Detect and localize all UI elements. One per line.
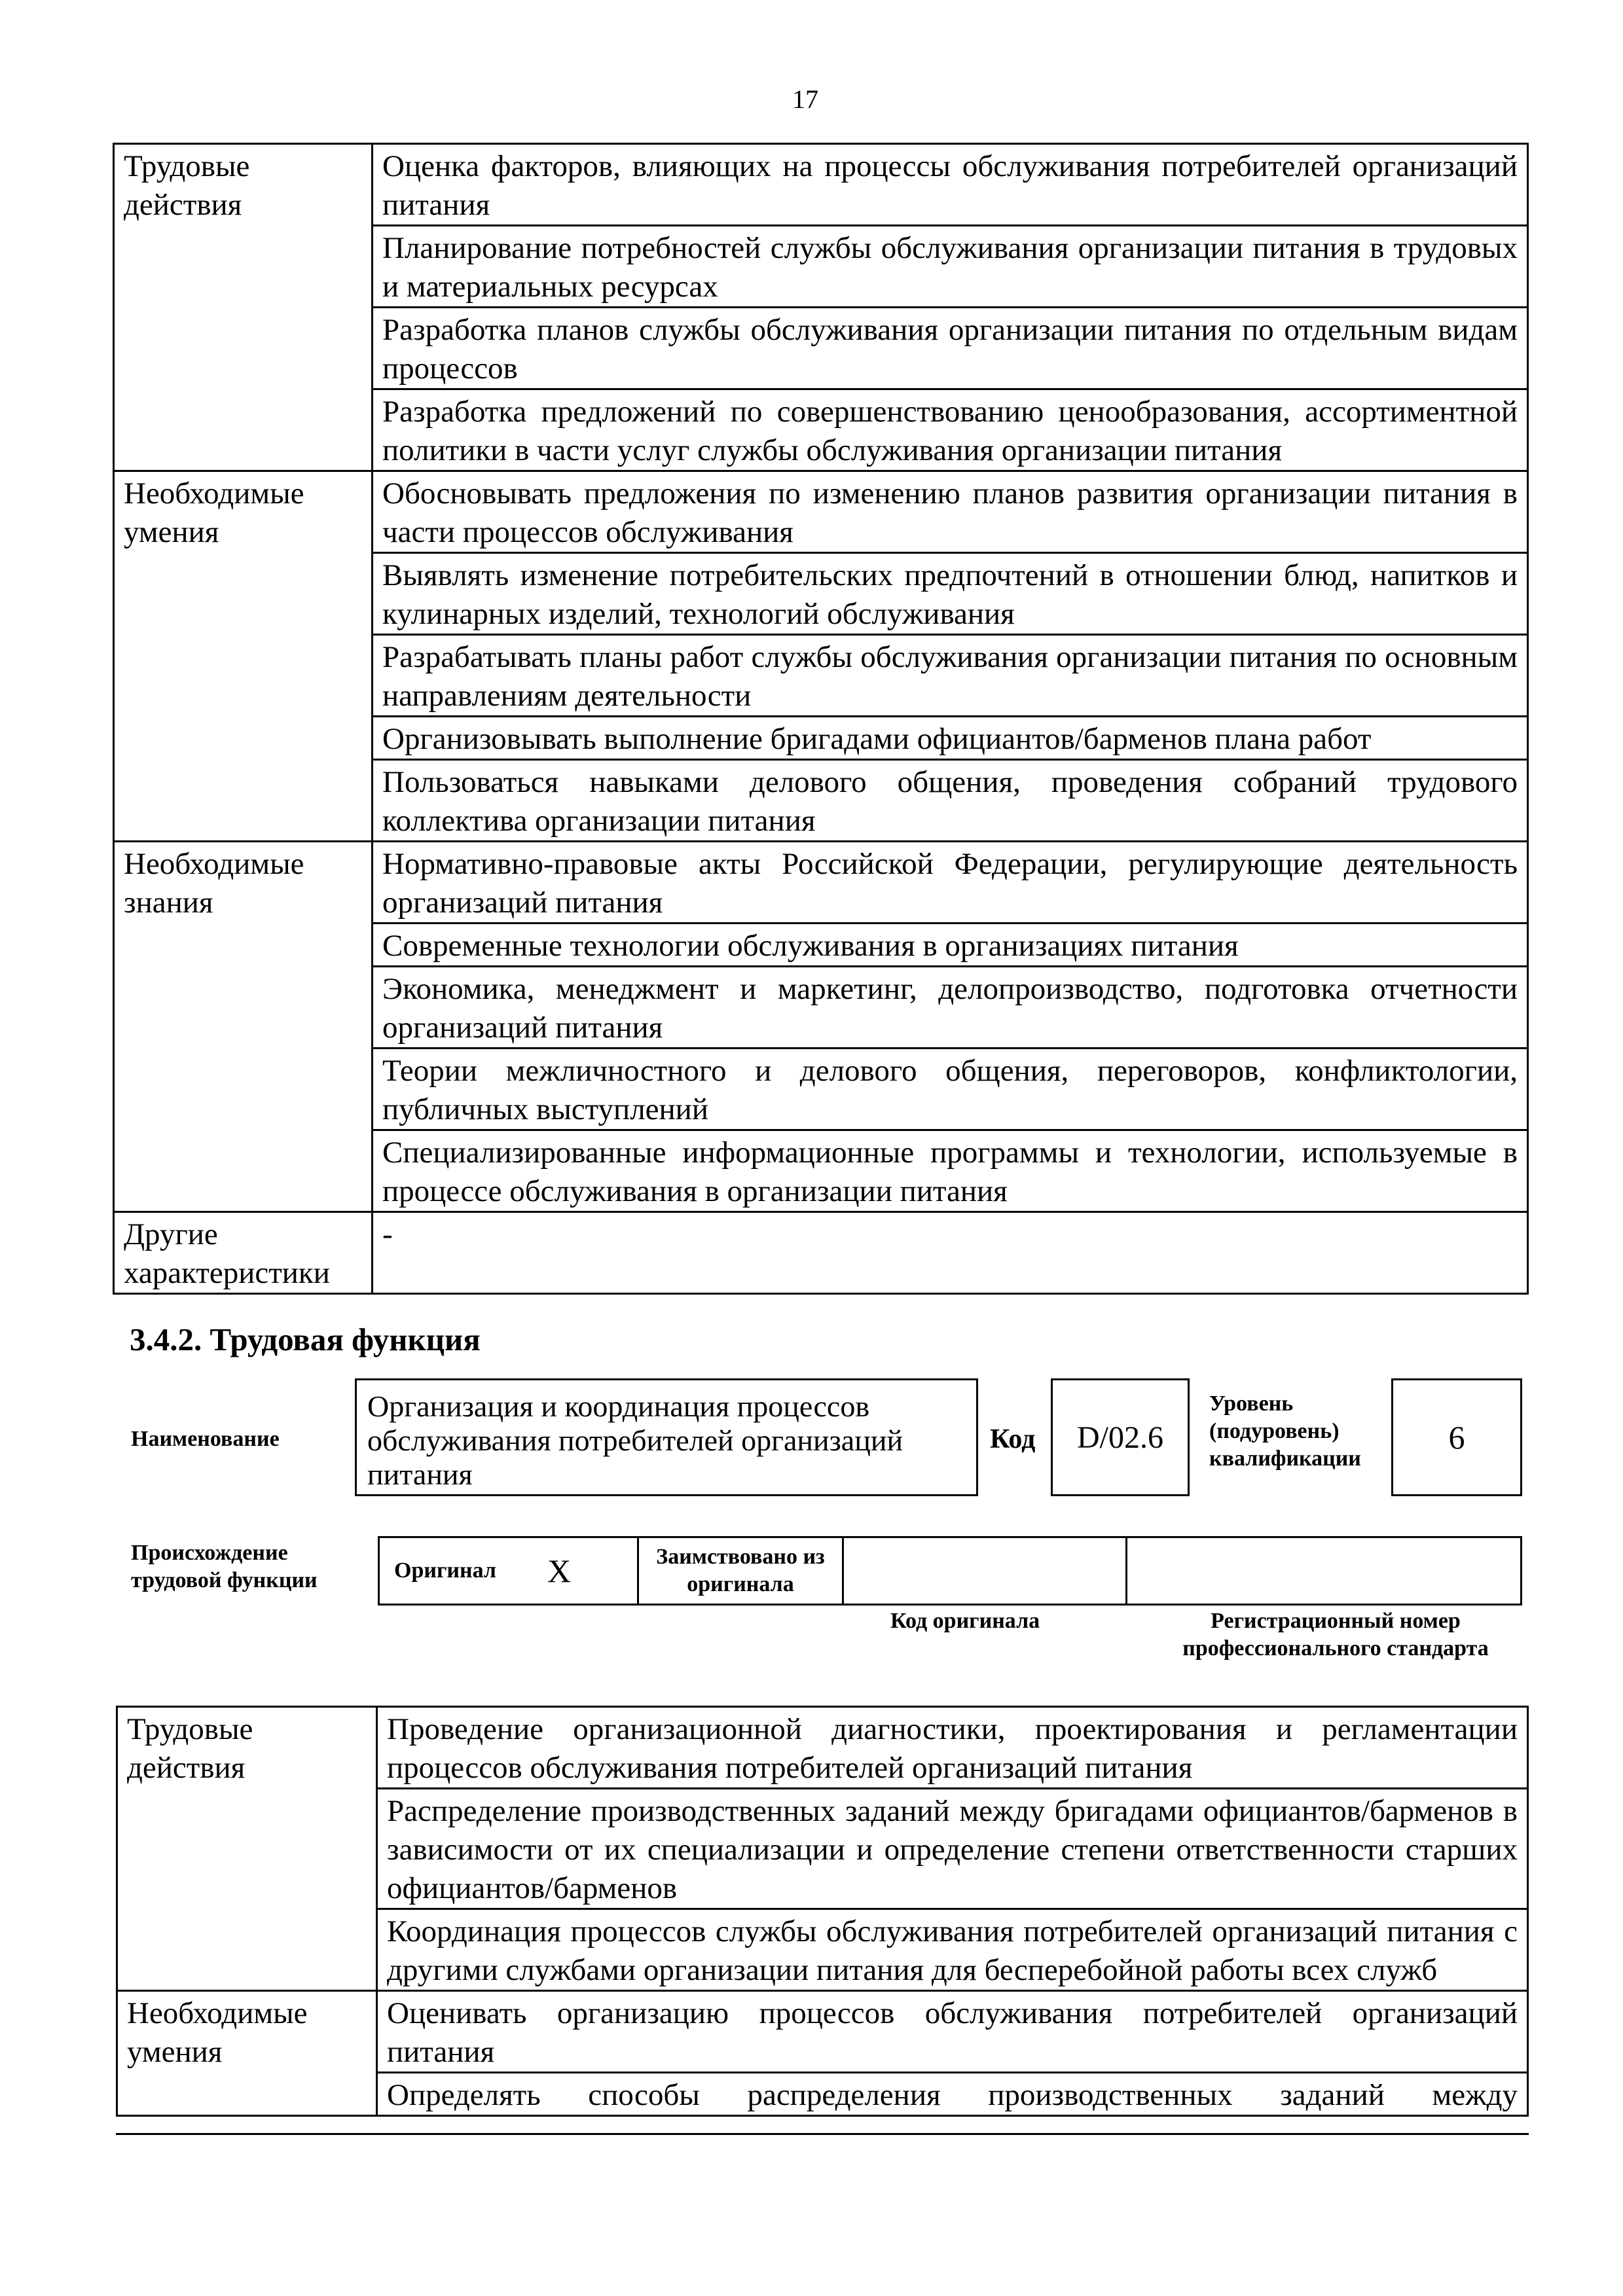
row-text: Оценивать организацию процессов обслуживания потребителей организаций питания [377,1991,1528,2073]
table-row [117,1991,1528,2073]
row-text: Специализированные информационные программы и технологии, используемые в процессе обслуживания в организации питания [373,1130,1528,1212]
table-row [114,144,1528,226]
section-heading: 3.4.2. Трудовая функция [130,1321,481,1357]
level-label: Уровень (подуровень) квалификации [1209,1391,1361,1471]
page-number: 17 [792,84,818,114]
origin-label: Происхождение трудовой функции [131,1541,318,1592]
row-text: Обосновывать предложения по изменению планов развития организации питания в части процессов обслуживания [373,471,1528,553]
reg-caption: Регистрационный номер профессионального стандарта [1182,1609,1489,1660]
original-mark: X [547,1552,572,1589]
function-name-box: Организация и координация процессов обслуживания потребителей организаций питания [355,1378,978,1496]
row-text: Организовывать выполнение бригадами официантов/барменов плана работ [373,717,1528,760]
row-label: Необходимые знания [114,842,373,1212]
table-row [117,1707,1528,1789]
row-text: Теории межличностного и делового общения, переговоров, конфликтологии, публичных выступлений [373,1049,1528,1130]
row-text: Проведение организационной диагностики, проектирования и регламентации процессов обслуживания потребителей организаций питания [377,1707,1528,1789]
origin-original-cell [379,1537,638,1605]
row-label: Другие характеристики [114,1212,373,1294]
origin-table [378,1536,1522,1605]
row-text: Выявлять изменение потребительских предпочтений в отношении блюд, напитков и кулинарных изделий, технологий обслуживания [373,553,1528,635]
row-text: Разработка планов службы обслуживания организации питания по отдельным видам процессов [373,308,1528,389]
row-text: Координация процессов службы обслуживания потребителей организаций питания с другими службами организации питания для бесперебойной работы всех служб [377,1909,1528,1991]
level-box: 6 [1391,1378,1522,1496]
row-text: Распределение производственных заданий между бригадами официантов/барменов в зависимости от их специализации и определение степени ответственности старших официантов/барменов [377,1789,1528,1909]
row-label: Необходимые умения [114,471,373,842]
labor-function-table-1 [113,143,1529,1295]
code-caption: Код оригинала [890,1609,1040,1633]
row-text: Экономика, менеджмент и маркетинг, делопроизводство, подготовка отчетности организаций питания [373,967,1528,1049]
table-bottom-border [116,2133,1529,2135]
row-text: Современные технологии обслуживания в организациях питания [373,924,1528,967]
code-label: Код [990,1424,1036,1454]
row-text: Планирование потребностей службы обслуживания организации питания в трудовых и материальных ресурсах [373,226,1528,308]
table-row [114,1212,1528,1294]
original-label: Оригинал [394,1558,496,1583]
borrowed-label: Заимствовано из оригинала [638,1537,843,1605]
row-text: Разрабатывать планы работ службы обслуживания организации питания по основным направлениям деятельности [373,635,1528,717]
code-box: D/02.6 [1051,1378,1190,1496]
registration-number-cell [1127,1537,1522,1605]
name-label: Наименование [131,1427,280,1451]
row-text: Разработка предложений по совершенствованию ценообразования, ассортиментной политики в части услуг службы обслуживания организации питания [373,389,1528,471]
labor-function-table-2 [116,1706,1529,2117]
page-bottom-margin [116,2135,1530,2296]
row-text: Определять способы распределения производственных заданий между [377,2073,1528,2116]
original-code-cell [843,1537,1127,1605]
row-text: Оценка факторов, влияющих на процессы обслуживания потребителей организаций питания [373,144,1528,226]
row-text: - [373,1212,1528,1294]
table-row [114,842,1528,924]
row-label: Трудовые действия [117,1707,377,1991]
row-label: Необходимые умения [117,1991,377,2116]
table-row [114,471,1528,553]
row-label: Трудовые действия [114,144,373,471]
row-text: Нормативно-правовые акты Российской Федерации, регулирующие деятельность организаций питания [373,842,1528,924]
row-text: Пользоваться навыками делового общения, проведения собраний трудового коллектива организации питания [373,760,1528,842]
